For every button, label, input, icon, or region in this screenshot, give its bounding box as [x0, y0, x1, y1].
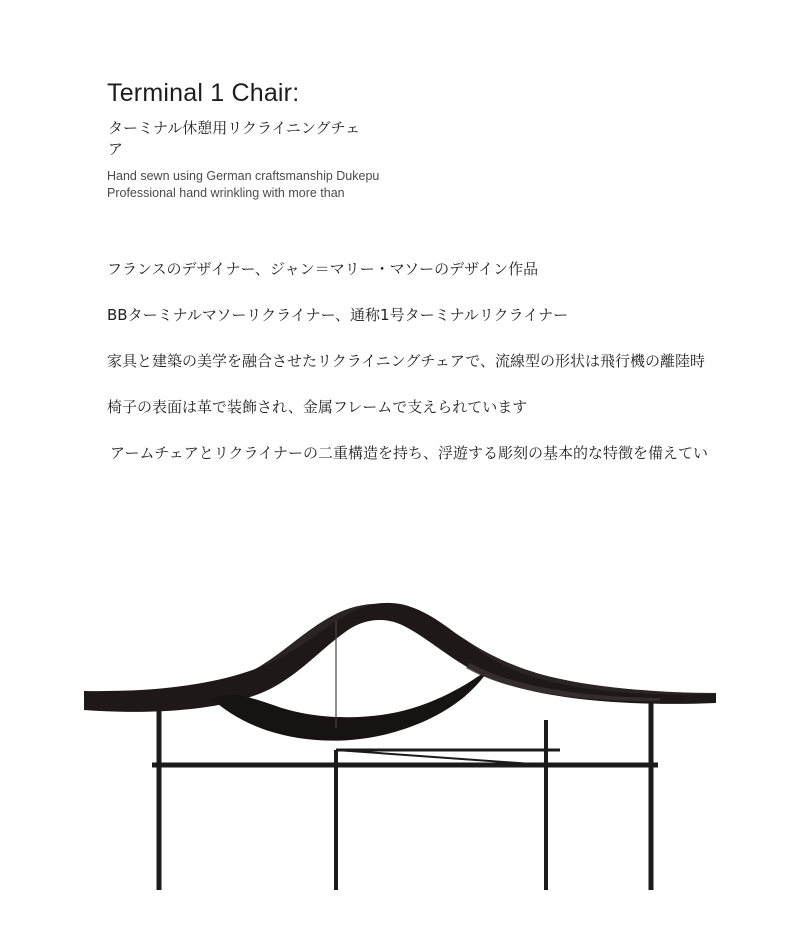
description-paragraph: アームチェアとリクライナーの二重構造を持ち、浮遊する彫刻の基本的な特徴を備えてい	[110, 444, 709, 462]
product-image	[0, 560, 790, 946]
description-block	[107, 258, 790, 488]
chair-seat-icon	[84, 603, 716, 741]
subtitle-japanese: ターミナル休憩用リクライニングチェア	[108, 119, 361, 158]
chair-frame-icon	[152, 702, 658, 890]
page-title: Terminal 1 Chair:	[107, 78, 300, 107]
description-paragraph: BBターミナルマソーリクライナー、通称1号ターミナルリクライナー	[107, 306, 569, 324]
description-paragraph: フランスのデザイナー、ジャン＝マリー・マソーのデザイン作品	[107, 260, 539, 278]
subtitle-english-line-2: Professional hand wrinkling with more than	[107, 186, 345, 200]
description-paragraph: 家具と建築の美学を融合させたリクライニングチェアで、流線型の形状は飛行機の離陸時	[107, 352, 706, 370]
description-paragraph: 椅子の表面は革で装飾され、金属フレームで支えられています	[107, 398, 528, 416]
subtitle-english-line-1: Hand sewn using German craftsmanship Dukepu	[107, 169, 380, 183]
subtitle-english	[107, 168, 527, 202]
